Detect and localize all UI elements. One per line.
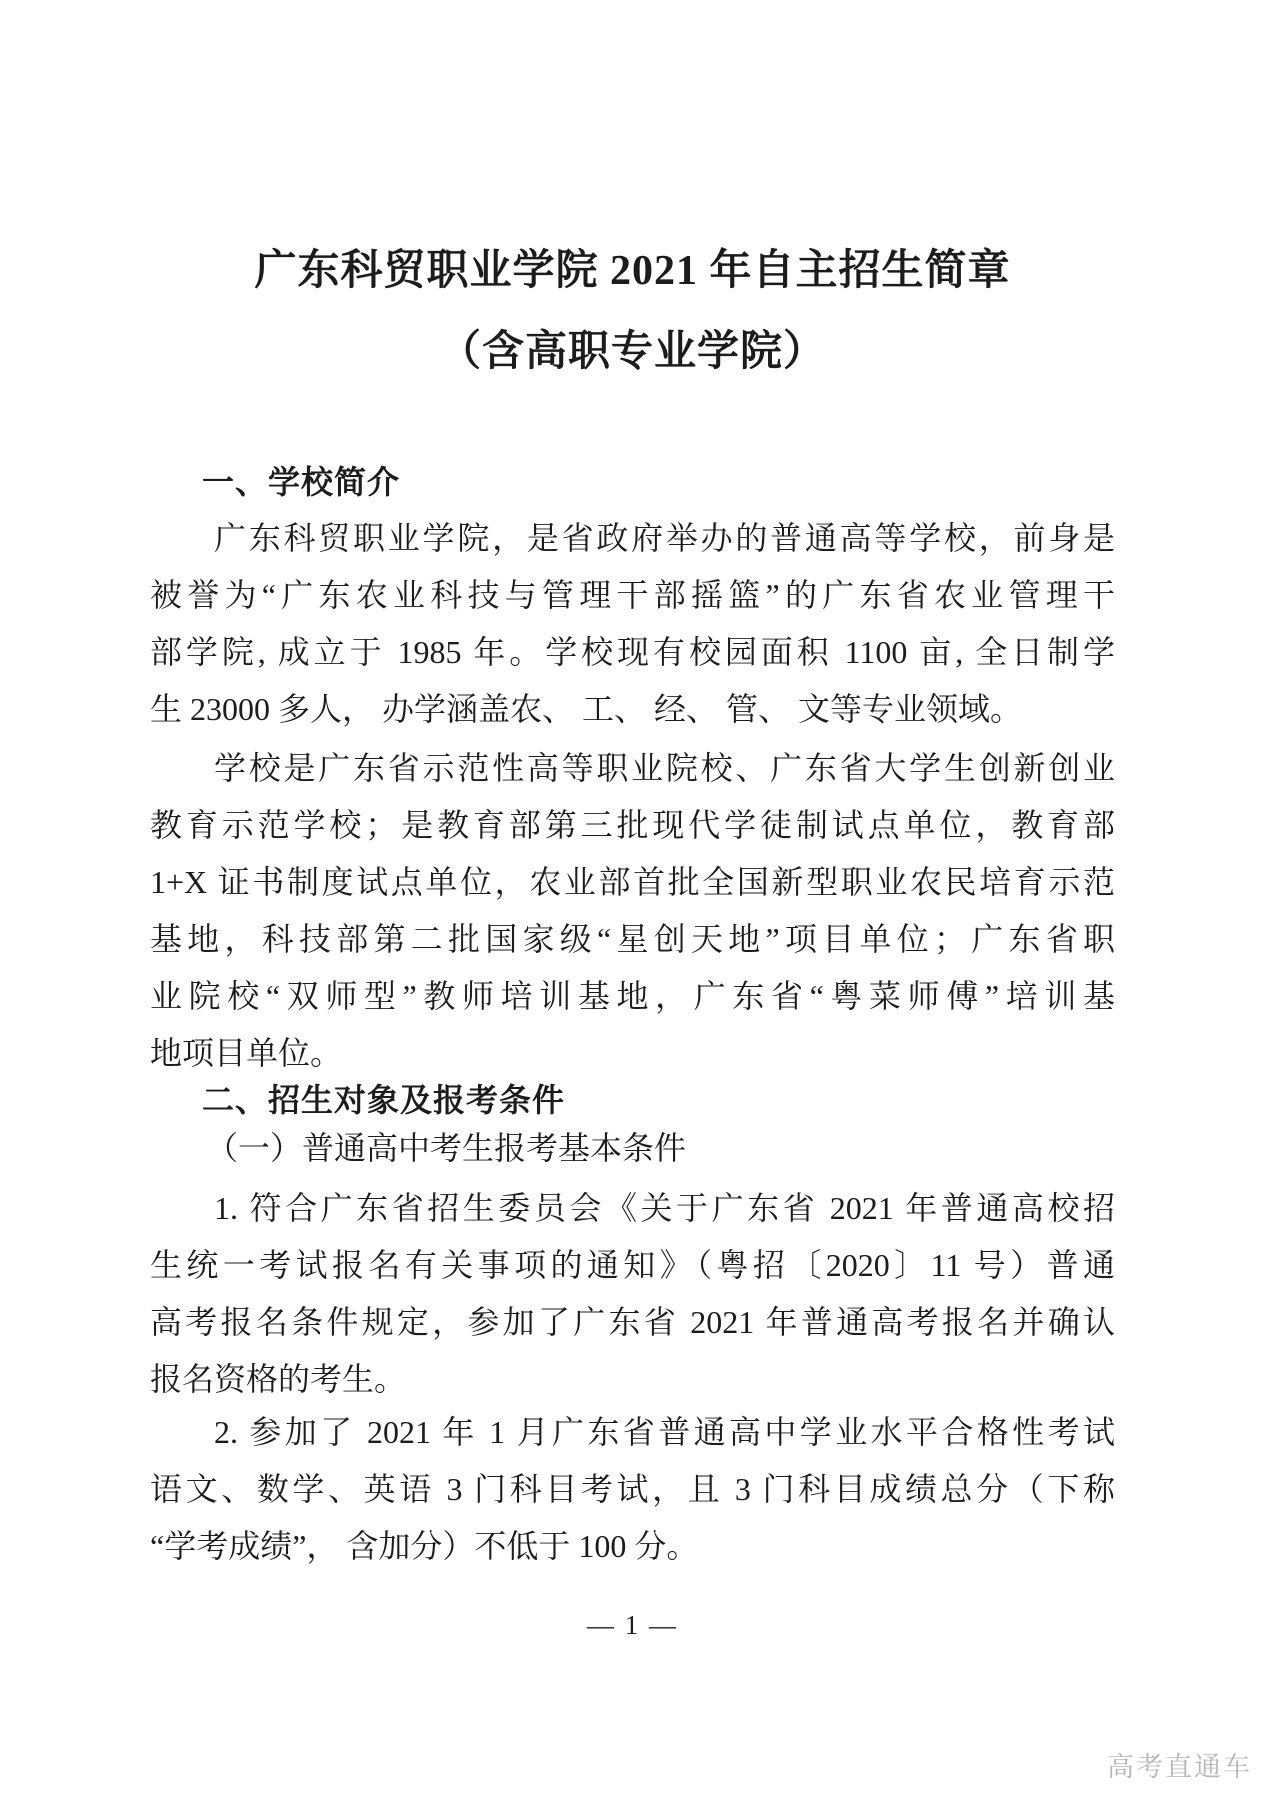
paragraph-school-intro-1: [150, 510, 1115, 738]
paragraph-line: 部学院, 成立于 1985 年。学校现有校园面积 1100 亩, 全日制学: [150, 634, 1115, 670]
doc-title-line-2: （含高职专业学院）: [438, 329, 826, 375]
paragraph-line: 被誉为“广东农业科技与管理干部摇篮”的广东省农业管理干: [150, 577, 1115, 613]
paragraph-line: “学考成绩”， 含加分）不低于 100 分。: [150, 1528, 699, 1564]
doc-title-line-1: 广东科贸职业学院 2021 年自主招生简章: [254, 248, 1011, 294]
section-heading-enrollment-conditions: 二、招生对象及报考条件: [202, 1082, 566, 1118]
paragraph-condition-1: [150, 1180, 1115, 1408]
paragraph-line: 2. 参加了 2021 年 1 月广东省普通高中学业水平合格性考试: [214, 1414, 1115, 1450]
paragraph-line: 教育示范学校；是教育部第三批现代学徒制试点单位，教育部: [150, 807, 1115, 843]
paragraph-line: 广东科贸职业学院，是省政府举办的普通高等学校，前身是: [214, 520, 1115, 556]
paragraph-line: 地项目单位。: [150, 1035, 343, 1071]
paragraph-line: 学校是广东省示范性高等职业院校、广东省大学生创新创业: [214, 750, 1115, 786]
paragraph-line: 报名资格的考生。: [150, 1361, 407, 1397]
page-body: [150, 0, 1115, 1810]
paragraph-condition-2: [150, 1404, 1115, 1575]
paragraph-line: 语文、数学、英语 3 门科目考试，且 3 门科目成绩总分（下称: [150, 1471, 1115, 1507]
paragraph-line: 1+X 证书制度试点单位，农业部首批全国新型职业农民培育示范: [150, 864, 1115, 900]
watermark: 高考直通车: [1107, 1752, 1252, 1782]
page-number: — 1 —: [587, 1610, 678, 1640]
subsection-heading-general-highschool: （一）普通高中考生报考基本条件: [206, 1130, 687, 1166]
paragraph-line: 基地，科技部第二批国家级“星创天地”项目单位；广东省职: [150, 921, 1115, 957]
paragraph-line: 生统一考试报名有关事项的通知》（粤招〔2020〕11 号）普通: [150, 1247, 1115, 1283]
paragraph-line: 业院校“双师型”教师培训基地，广东省“粤菜师傅”培训基: [150, 978, 1115, 1014]
paragraph-line: 生 23000 多人， 办学涵盖农、 工、 经、 管、 文等专业领域。: [150, 691, 1023, 727]
paragraph-line: 高考报名条件规定，参加了广东省 2021 年普通高考报名并确认: [150, 1304, 1115, 1340]
paragraph-line: 1. 符合广东省招生委员会《关于广东省 2021 年普通高校招: [214, 1190, 1115, 1226]
paragraph-school-intro-2: [150, 740, 1115, 1082]
section-heading-school-intro: 一、学校简介: [202, 464, 401, 500]
